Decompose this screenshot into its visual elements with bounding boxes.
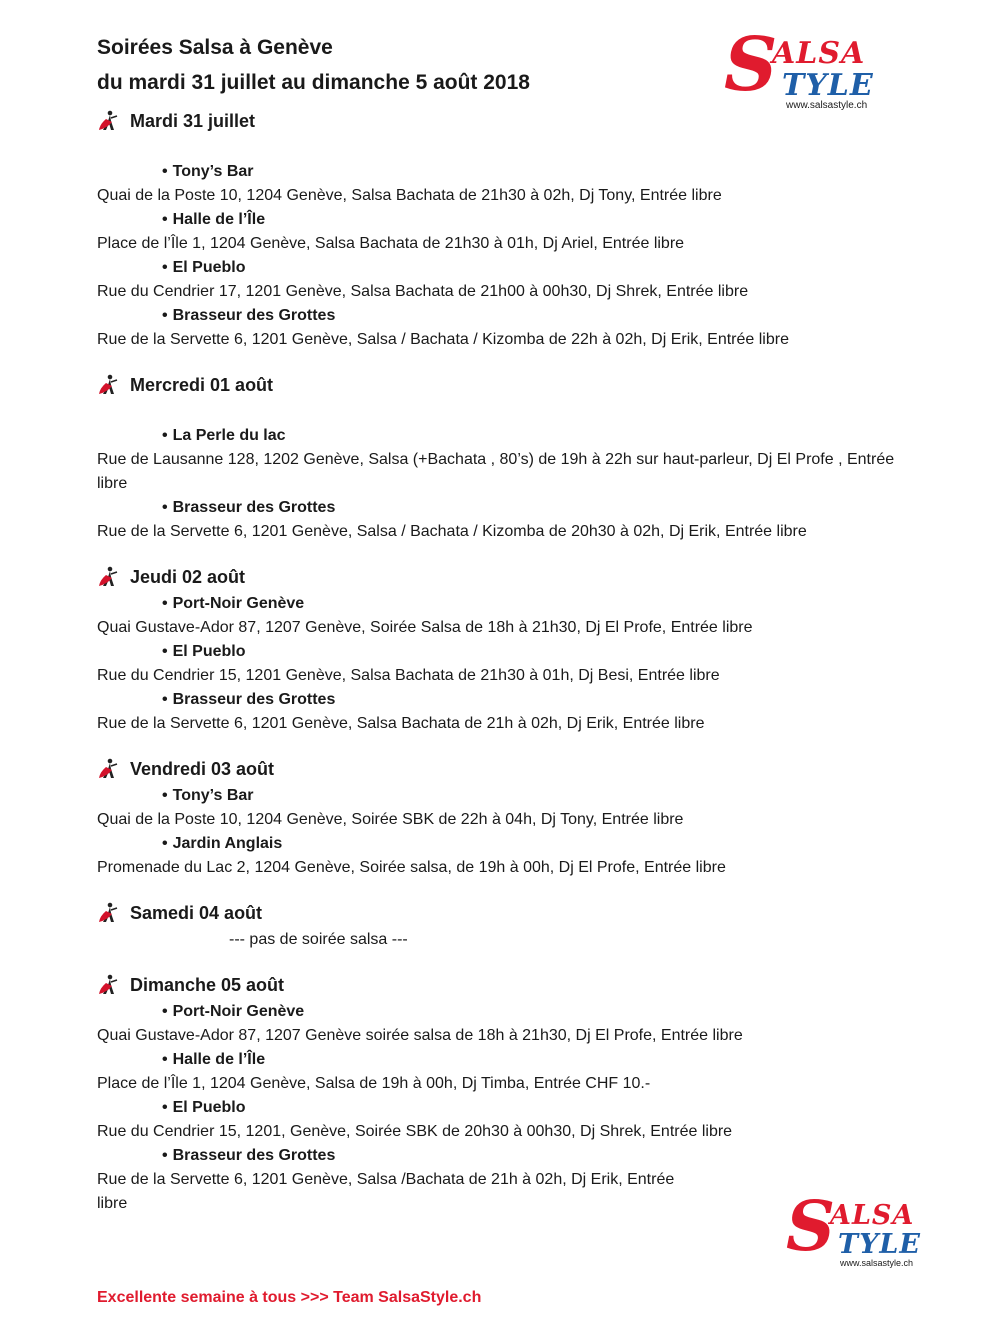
venue-name: • El Pueblo xyxy=(162,1099,246,1116)
bullet: • xyxy=(162,787,168,804)
venue-name: • Port-Noir Genève xyxy=(162,595,305,612)
venue-description: Quai de la Poste 10, 1204 Genève, Salsa Bachata de 21h30 à 02h, Dj Tony, Entrée libre xyxy=(97,187,722,204)
bullet: • xyxy=(162,1099,168,1116)
salsastyle-logo-bottom xyxy=(786,1187,926,1271)
venue-name: • Halle de l’Île xyxy=(162,1051,266,1068)
venue-description: Quai Gustave-Ador 87, 1207 Genève soirée salsa de 18h à 21h30, Dj El Profe, Entrée libre xyxy=(97,1027,743,1044)
venue-description: Rue de la Servette 6, 1201 Genève, Salsa / Bachata / Kizomba de 20h30 à 02h, Dj Erik, Entrée libre xyxy=(97,523,807,540)
day-label: Vendredi 03 août xyxy=(130,758,275,779)
day-header xyxy=(97,562,917,592)
venue-name: • Brasseur des Grottes xyxy=(162,499,336,516)
day-label: Jeudi 02 août xyxy=(130,566,246,587)
venue-name: • Halle de l’Île xyxy=(162,211,266,228)
day-section-mardi xyxy=(97,106,917,352)
dancer-icon xyxy=(97,758,121,780)
dancer-icon xyxy=(97,974,121,996)
venue-name: • Tony’s Bar xyxy=(162,163,254,180)
venue-description: Promenade du Lac 2, 1204 Genève, Soirée salsa, de 19h à 00h, Dj El Profe, Entrée libre xyxy=(97,859,726,876)
venue-description: Rue de la Servette 6, 1201 Genève, Salsa Bachata de 21h à 02h, Dj Erik, Entrée libre xyxy=(97,715,705,732)
logo-big-s: S xyxy=(786,1187,837,1267)
bullet: • xyxy=(162,211,168,228)
venue-name: • Tony’s Bar xyxy=(162,787,254,804)
dancer-icon xyxy=(97,902,121,924)
day-header xyxy=(97,754,917,784)
venue-description: Quai Gustave-Ador 87, 1207 Genève, Soirée Salsa de 18h à 21h30, Dj El Profe, Entrée libre xyxy=(97,619,753,636)
day-header xyxy=(97,970,917,1000)
day-section-samedi xyxy=(97,898,917,952)
bullet: • xyxy=(162,1051,168,1068)
venue-name: • Brasseur des Grottes xyxy=(162,691,336,708)
no-event-notice: --- pas de soirée salsa --- xyxy=(229,931,408,948)
venue-description: Place de l’Île 1, 1204 Genève, Salsa de 19h à 00h, Dj Timba, Entrée CHF 10.- xyxy=(97,1075,651,1092)
logo-word-tyle: TYLE xyxy=(782,68,874,103)
venue-name: • Brasseur des Grottes xyxy=(162,1147,336,1164)
salsastyle-logo-top xyxy=(724,22,884,112)
bullet: • xyxy=(162,691,168,708)
dancer-icon xyxy=(97,566,121,588)
footer-message: Excellente semaine à tous >>> Team SalsaStyle.ch xyxy=(97,1289,482,1306)
dancer-icon xyxy=(97,110,121,132)
day-section-mercredi xyxy=(97,370,917,544)
dancer-icon xyxy=(97,374,121,396)
day-section-dimanche xyxy=(97,970,917,1216)
venue-description-cont: libre xyxy=(97,1195,128,1212)
day-section-vendredi xyxy=(97,754,917,880)
day-label: Mercredi 01 août xyxy=(130,374,274,395)
venue-name: • Brasseur des Grottes xyxy=(162,307,336,324)
day-label: Samedi 04 août xyxy=(130,902,263,923)
day-label: Mardi 31 juillet xyxy=(130,110,256,131)
venue-name: • El Pueblo xyxy=(162,643,246,660)
bullet: • xyxy=(162,643,168,660)
venue-description: Rue de la Servette 6, 1201 Genève, Salsa /Bachata de 21h à 02h, Dj Erik, Entrée xyxy=(97,1171,675,1188)
logo-url: www.salsastyle.ch xyxy=(840,1258,914,1268)
bullet: • xyxy=(162,163,168,180)
day-header xyxy=(97,898,917,928)
venue-description: Rue de Lausanne 128, 1202 Genève, Salsa (+Bachata , 80’s) de 19h à 22h sur haut-parleur, Dj El Profe , Entrée libre xyxy=(97,451,895,492)
logo-big-s: S xyxy=(724,22,779,108)
bullet: • xyxy=(162,427,168,444)
bullet: • xyxy=(162,595,168,612)
venue-name: • Port-Noir Genève xyxy=(162,1003,305,1020)
bullet: • xyxy=(162,1147,168,1164)
page-subtitle: du mardi 31 juillet au dimanche 5 août 2018 xyxy=(97,71,530,94)
logo-url: www.salsastyle.ch xyxy=(786,100,868,111)
day-header xyxy=(97,370,917,400)
logo-word-alsa: ALSA xyxy=(830,1200,915,1231)
venue-description: Quai de la Poste 10, 1204 Genève, Soirée SBK de 22h à 04h, Dj Tony, Entrée libre xyxy=(97,811,684,828)
page-title: Soirées Salsa à Genève xyxy=(97,36,333,59)
venue-description: Place de l’Île 1, 1204 Genève, Salsa Bachata de 21h30 à 01h, Dj Ariel, Entrée libre xyxy=(97,235,685,252)
venue-description: Rue de la Servette 6, 1201 Genève, Salsa / Bachata / Kizomba de 22h à 02h, Dj Erik, Entrée libre xyxy=(97,331,789,348)
venue-name: • La Perle du lac xyxy=(162,427,286,444)
venue-description: Rue du Cendrier 17, 1201 Genève, Salsa Bachata de 21h00 à 00h30, Dj Shrek, Entrée libre xyxy=(97,283,749,300)
document-body xyxy=(97,30,917,1216)
bullet: • xyxy=(162,499,168,516)
logo-word-alsa: ALSA xyxy=(772,36,866,71)
bullet: • xyxy=(162,835,168,852)
venue-name: • Jardin Anglais xyxy=(162,835,283,852)
day-label: Dimanche 05 août xyxy=(130,974,285,995)
venue-description: Rue du Cendrier 15, 1201 Genève, Salsa Bachata de 21h30 à 01h, Dj Besi, Entrée libre xyxy=(97,667,720,684)
day-section-jeudi xyxy=(97,562,917,736)
venue-description: Rue du Cendrier 15, 1201, Genève, Soirée SBK de 20h30 à 00h30, Dj Shrek, Entrée libre xyxy=(97,1123,733,1140)
bullet: • xyxy=(162,259,168,276)
venue-name: • El Pueblo xyxy=(162,259,246,276)
bullet: • xyxy=(162,1003,168,1020)
logo-word-tyle: TYLE xyxy=(838,1229,921,1260)
bullet: • xyxy=(162,307,168,324)
